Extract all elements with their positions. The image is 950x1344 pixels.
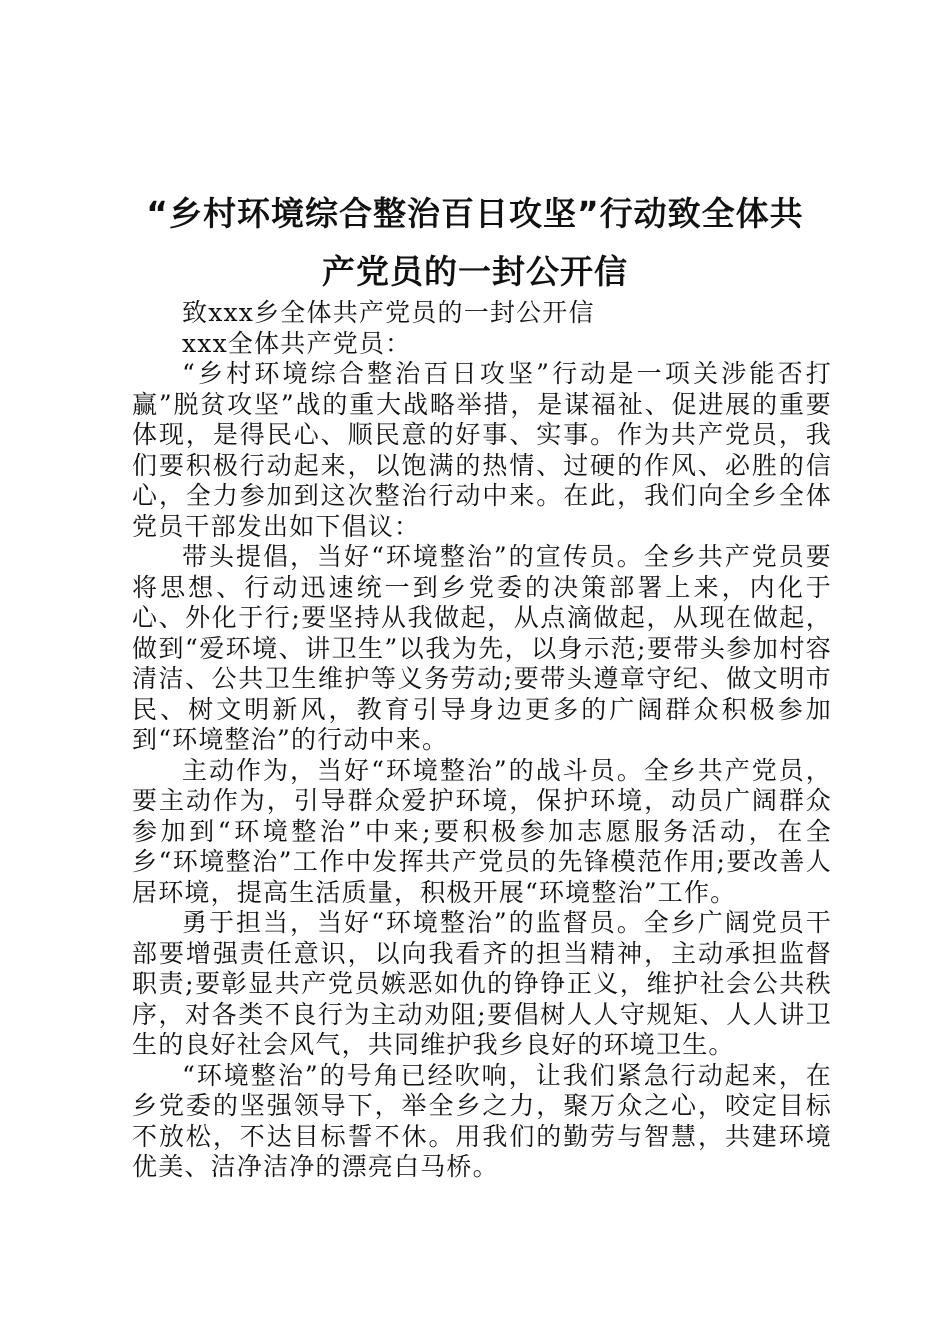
- letter-salutation: xxx全体共产党员：: [182, 328, 412, 358]
- body-paragraph: 带头提倡，当好“环境整治”的宣传员。全乡共产党员要将思想、行动迅速统一到乡党委的决策部署上来，内化于心、外化于行;要坚持从我做起，从点滴做起，从现在做起，做到“爱环境、讲卫生”以我为先，以身示范;要带头参加村容清洁、公共卫生维护等义务劳动;要带头遵章守纪、做文明市民、树文明新风，教育引导身边更多的广阔群众积极参加到“环境整治”的行动中来。: [132, 542, 832, 754]
- body-paragraph: 勇于担当，当好“环境整治”的监督员。全乡广阔党员干部要增强责任意识，以向我看齐的担当精神，主动承担监督职责;要彰显共产党员嫉恶如仇的铮铮正义，维护社会公共秩序，对各类不良行为主动劝阻;要倡树人人守规矩、人人讲卫生的良好社会风气，共同维护我乡良好的环境卫生。: [132, 908, 832, 1059]
- letter-heading: 致xxx乡全体共产党员的一封公开信: [182, 298, 595, 327]
- document-title-line-1: “乡村环境综合整治百日攻坚”行动致全体共: [146, 194, 804, 233]
- document-body: [132, 298, 832, 1183]
- closing-paragraph: “环境整治”的号角已经吹响，让我们紧急行动起来，在乡党委的坚强领导下，举全乡之力，聚万众之心，咬定目标不放松，不达目标誓不休。用我们的勤劳与智慧，共建环境优美、洁净洁净的漂亮白马桥。: [132, 1060, 832, 1181]
- body-paragraph: “乡村环境综合整治百日攻坚”行动是一项关涉能否打赢”脱贫攻坚”战的重大战略举措，是谋福祉、促进展的重要体现，是得民心、顺民意的好事、实事。作为共产党员，我们要积极行动起来，以饱满的热情、过硬的作风、必胜的信心，全力参加到这次整治行动中来。在此，我们向全乡全体党员干部发出如下倡议：: [132, 359, 832, 541]
- body-paragraph: 主动作为，当好“环境整治”的战斗员。全乡共产党员，要主动作为，引导群众爱护环境，保护环境，动员广阔群众参加到“环境整治”中来;要积极参加志愿服务活动，在全乡“环境整治”工作中发挥共产党员的先锋模范作用;要改善人居环境，提高生活质量，积极开展“环境整治”工作。: [132, 755, 832, 907]
- document-title-line-2: 产党员的一封公开信: [322, 252, 628, 291]
